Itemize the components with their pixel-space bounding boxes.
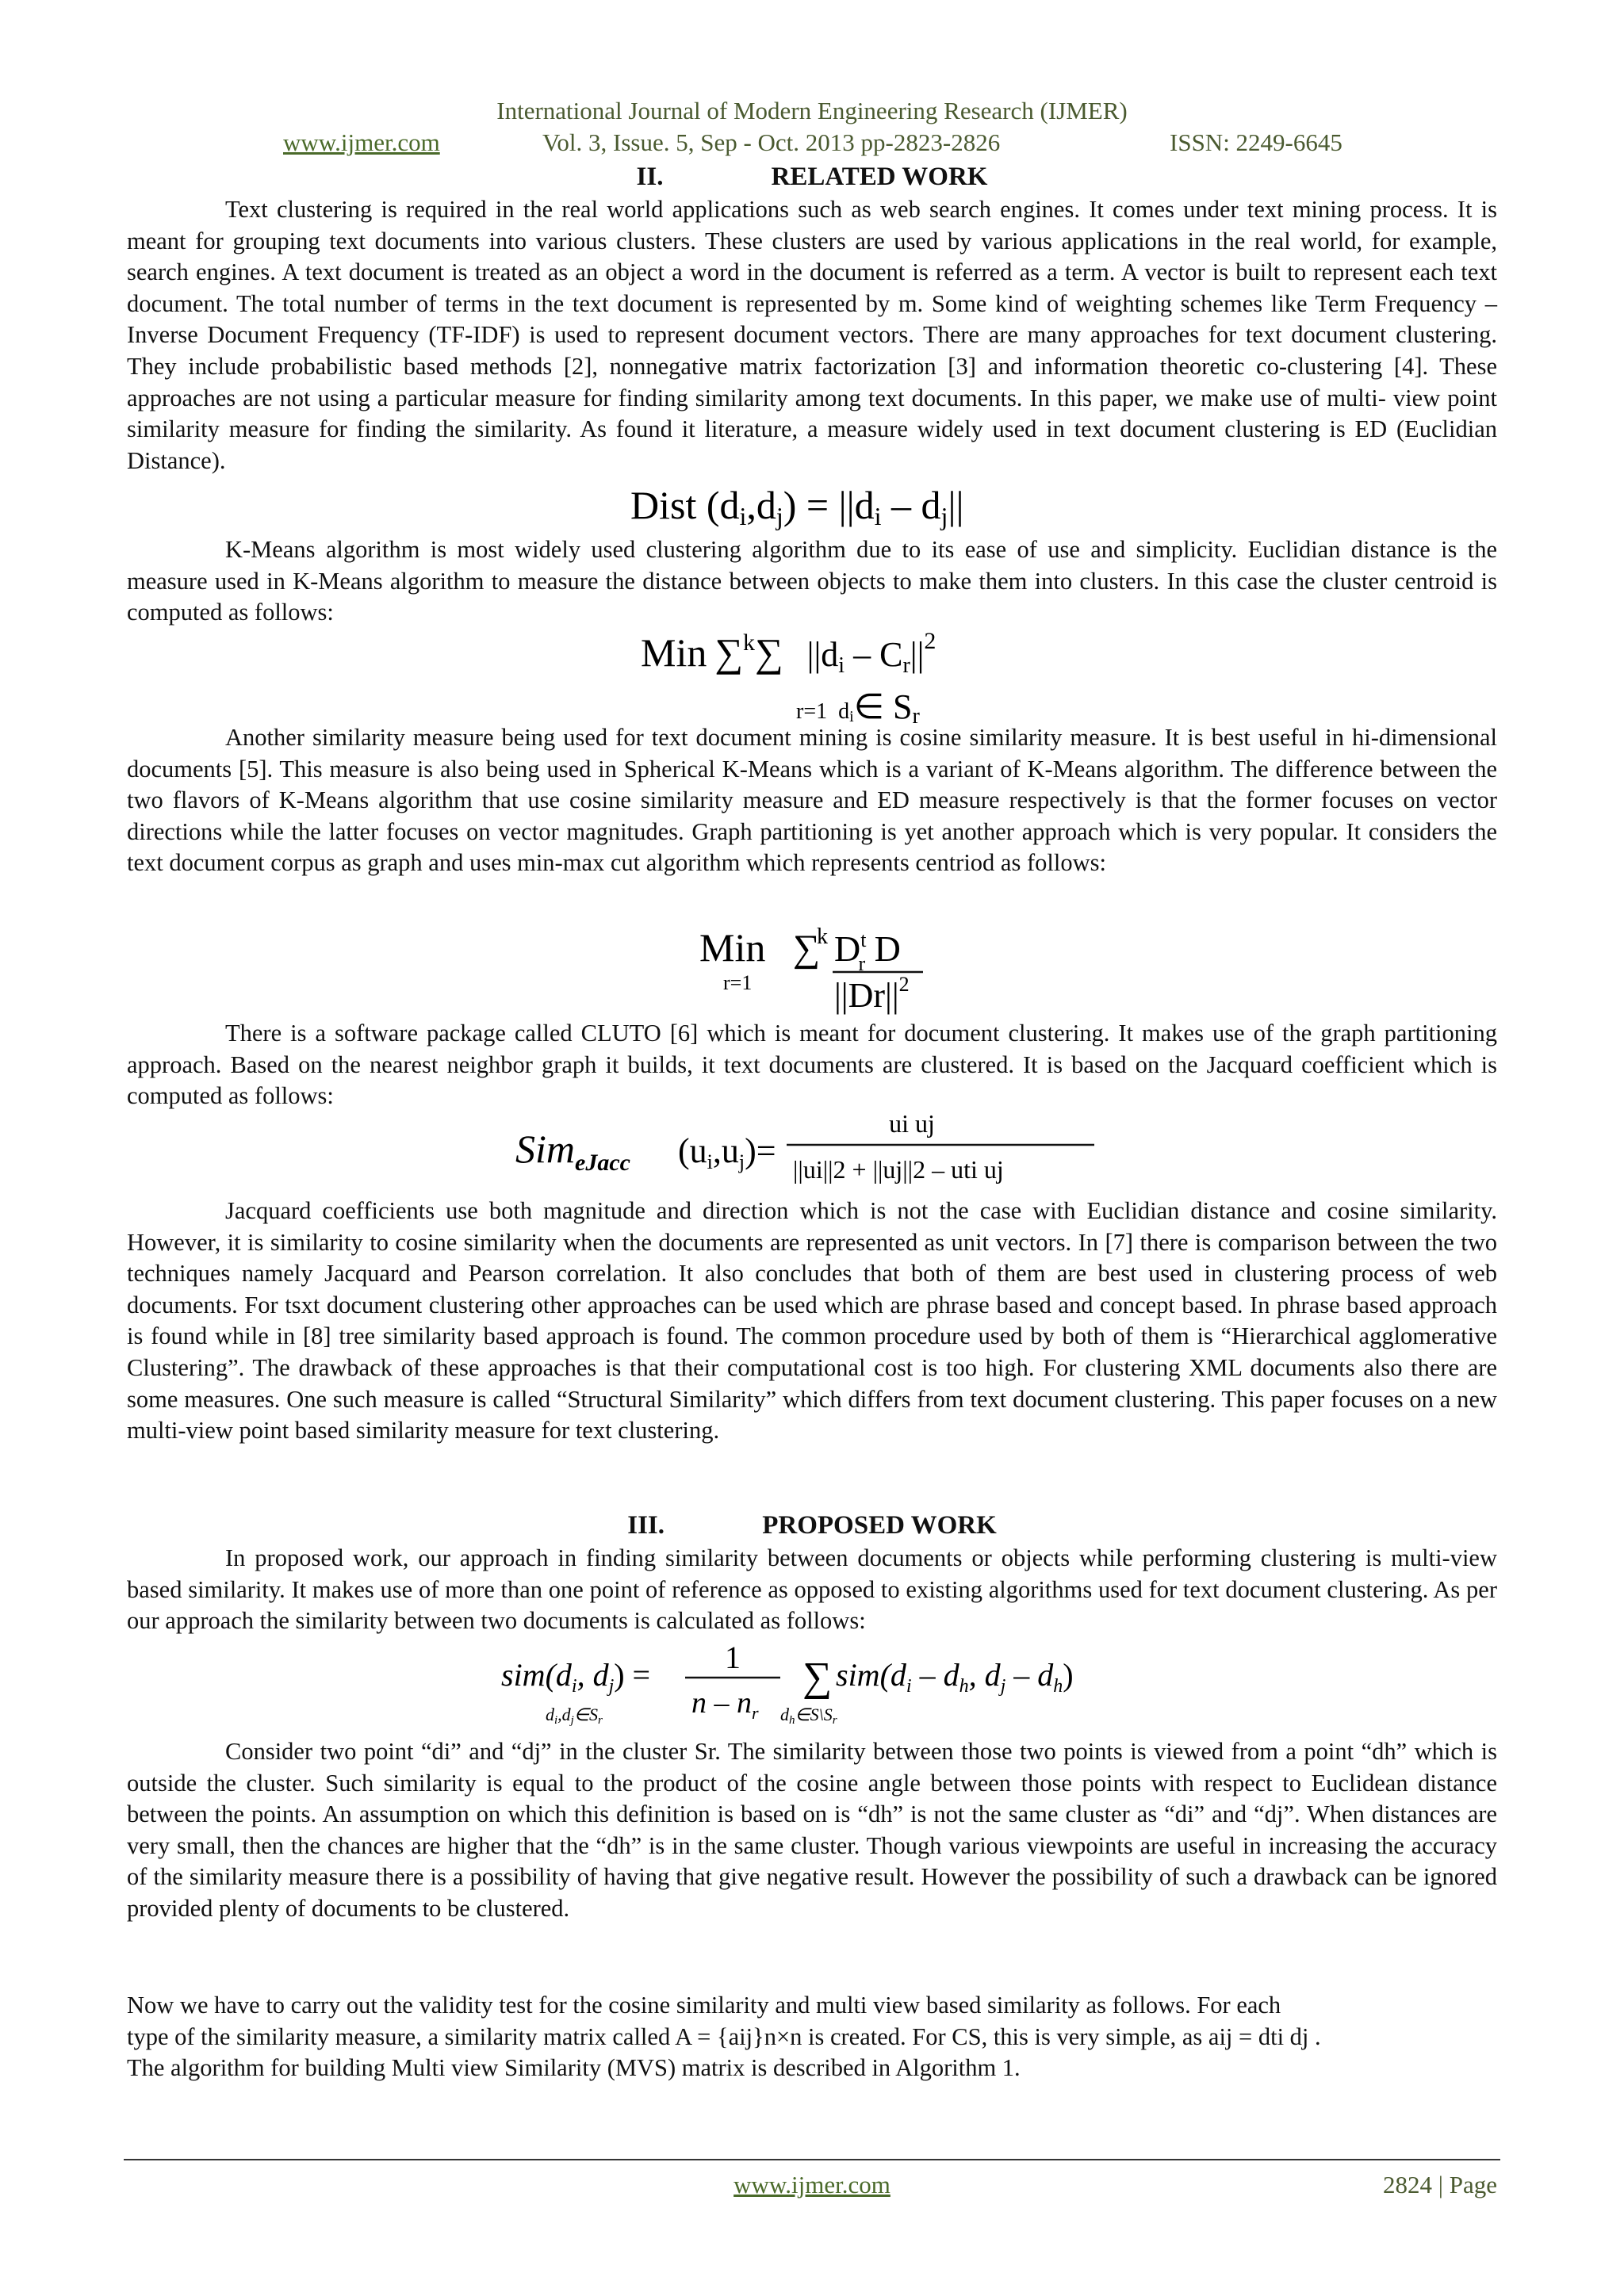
volume-info: Vol. 3, Issue. 5, Sep - Oct. 2013 pp-2823-2826 [542,128,1001,156]
footer-website-link[interactable]: www.ijmer.com [733,2171,891,2198]
journal-website-link[interactable]: www.ijmer.com [283,128,440,156]
eq-mvs-lhs: $sim(d_i$, $d_j$) = [501,1657,651,1697]
eq-kmeans-lower: r=1 di∈ Sr [796,687,920,729]
section-heading-proposed-work [0,1511,1624,1540]
section-title: PROPOSED WORK [762,1511,997,1540]
paragraph-proposed-3 [127,1990,1497,2084]
eq-graph-denominator: $||Dr||^2$ [834,973,910,1015]
section-number: III. [627,1511,665,1540]
issn: ISSN: 2249-6645 [1170,128,1342,156]
page-number: 2824 | Page [1383,2171,1497,2198]
eq-graph-min: Min [699,925,766,970]
equation-multi-view-similarity [501,1638,1128,1733]
eq-mvs-sum-sub: dh∈S\Sr [780,1705,837,1727]
equation-kmeans-objective [641,625,990,728]
section-title: RELATED WORK [771,163,988,191]
paragraph-line: The algorithm for building Multi view Similarity (MVS) matrix is described in Algorithm 1. [127,2054,1021,2082]
paragraph-proposed-1: In proposed work, our approach in finding similarity between documents or objects while performing clustering is multi-view based similarity. It makes use of more than one point of reference as opposed to existing algorithms used for text document clustering. As per our approach the similarity between two documents is calculated as follows: [127,1544,1497,1635]
equation-jaccard-coefficient [515,1107,1118,1194]
equation-euclidean-distance [630,480,995,533]
paragraph-related-2: K-Means algorithm is most widely used clustering algorithm due to its ease of use and simplicity. Euclidian distance is the measure used in K-Means algorithm to measure the distance between objects to make them into clusters. In this case the cluster centroid is computed as follows: [127,536,1497,626]
paragraph-related-4: There is a software package called CLUTO [6] which is meant for document clustering. It makes use of the graph partitioning approach. Based on the nearest neighbor graph it builds, it text documents are clustered. It is based on the Jacquard coefficient which is computed as follows: [127,1020,1497,1110]
paragraph-related-1: Text clustering is required in the real world applications such as web search engines. It comes under text mining process. It is meant for grouping text documents into various clusters. These clusters are used by various applications in the real world, for example, search engines. A text document is treated as an object a word in the document is referred as a term. A vector is built to represent each text document. The total number of terms in the text document is represented by m. Some kind of weighting schemes like Term Frequency – Inverse Document Frequency (TF-IDF) is used to represent document vectors. There are many approaches for text document clustering. They include probabilistic based methods [2], nonnegative matrix factorization [3] and information theoretic co-clustering [4]. These approaches are not using a particular measure for finding similarity among text documents. In this paper, we make use of multi- view point similarity measure for finding the similarity. As found it literature, a measure widely used in text document clustering is ED (Euclidian Distance). [127,196,1497,474]
eq-mvs-rhs: $sim(d_i - d_h$, $d_j - d_h$) [836,1657,1074,1697]
section-number: II. [636,163,664,191]
section-heading-related-work [0,163,1624,192]
eq-graph-sum: ∑ [793,928,821,970]
eq-graph-k: k [817,924,828,949]
journal-title: International Journal of Modern Engineering Research (IJMER) [496,97,1128,124]
paragraph-related-5: Jacquard coefficients use both magnitude and direction which is not the case with Euclidian distance and cosine similarity. However, it is similarity to cosine similarity when the documents are represented as unit vectors. In [7] there is comparison between the two techniques namely Jacquard and Pearson correlation. It also concludes that both of them are best used in clustering process of web documents. For tsxt document clustering other approaches can be used which are phrase based and concept based. In phrase based approach is found while in [8] tree similarity based approach is found. The common procedure used by both of them is “Hierarchical agglomerative Clustering”. The drawback of these approaches is that their computational cost is too high. For clustering XML documents also there are some measures. One such measure is called “Structural Similarity” which differs from text document clustering. This paper focuses on a new multi-view point based similarity measure for text clustering. [127,1197,1497,1445]
eq-jacc-denominator: ||ui||2 + ||uj||2 – uti uj [793,1155,1004,1184]
paragraph-line: type of the similarity measure, a similarity matrix called A = {aij}n×n is created. For CS, this is very simple, as aij = dti dj . [127,2022,1321,2050]
eq-graph-lower: r=1 [723,971,753,994]
eq-mvs-lhs-under: di,dj∈Sr [546,1705,603,1727]
eq-jacc-numerator: ui uj [889,1109,935,1138]
paragraph-related-3: Another similarity measure being used for text document mining is cosine similarity measure. It is best useful in hi-dimensional documents [5]. This measure is also being used in Spherical K-Means which is a variant of K-Means algorithm. The difference between the two flavors of K-Means algorithm that use cosine similarity measure and ED measure respectively is that the former focuses on vector directions while the latter focuses on vector magnitudes. Graph partitioning is yet another approach which is very popular. It considers the text document corpus as graph and uses min-max cut algorithm which represents centriod as follows: [127,724,1497,877]
eq-mvs-den: n – $n_r$ [691,1686,759,1723]
eq-mvs-one: 1 [725,1640,741,1675]
eq-graph-numerator: $D^t$ r D [834,928,901,975]
equation-graph-partitioning [699,920,937,1023]
header-meta-row [0,128,1624,160]
eq-mvs-sum: ∑ [802,1655,833,1700]
eq-jacc-args: (ui,uj)= [678,1131,776,1173]
footer-rule [124,2159,1500,2160]
paragraph-line: Now we have to carry out the validity test for the cosine similarity and multi view based similarity as follows. For each [127,1992,1281,2019]
paragraph-proposed-2: Consider two point “di” and “dj” in the cluster Sr. The similarity between those two points is viewed from a point “dh” which is outside the cluster. Such similarity is equal to the product of the cosine angle between those points with respect to Euclidean distance between the points. An assumption on which this definition is based on is “dh” is not the same cluster as “di” and “dj”. When distances are very small, then the chances are higher that the “dh” is in the same cluster. Though various viewpoints are useful in increasing the accuracy of the similarity measure there is a possibility of having that give negative result. However the possibility of such a drawback can be ignored provided plenty of documents to be clustered. [127,1738,1497,1922]
eq-dist-text: Dist (di,dj) = ||di – dj|| [630,483,964,530]
eq-jacc-sim: Sim$_{eJacc}$ [515,1127,630,1176]
footer-website [0,2171,1624,2199]
eq-kmeans-main: Min ∑$^k$∑ $||di - Cr||^2$ [641,628,936,678]
